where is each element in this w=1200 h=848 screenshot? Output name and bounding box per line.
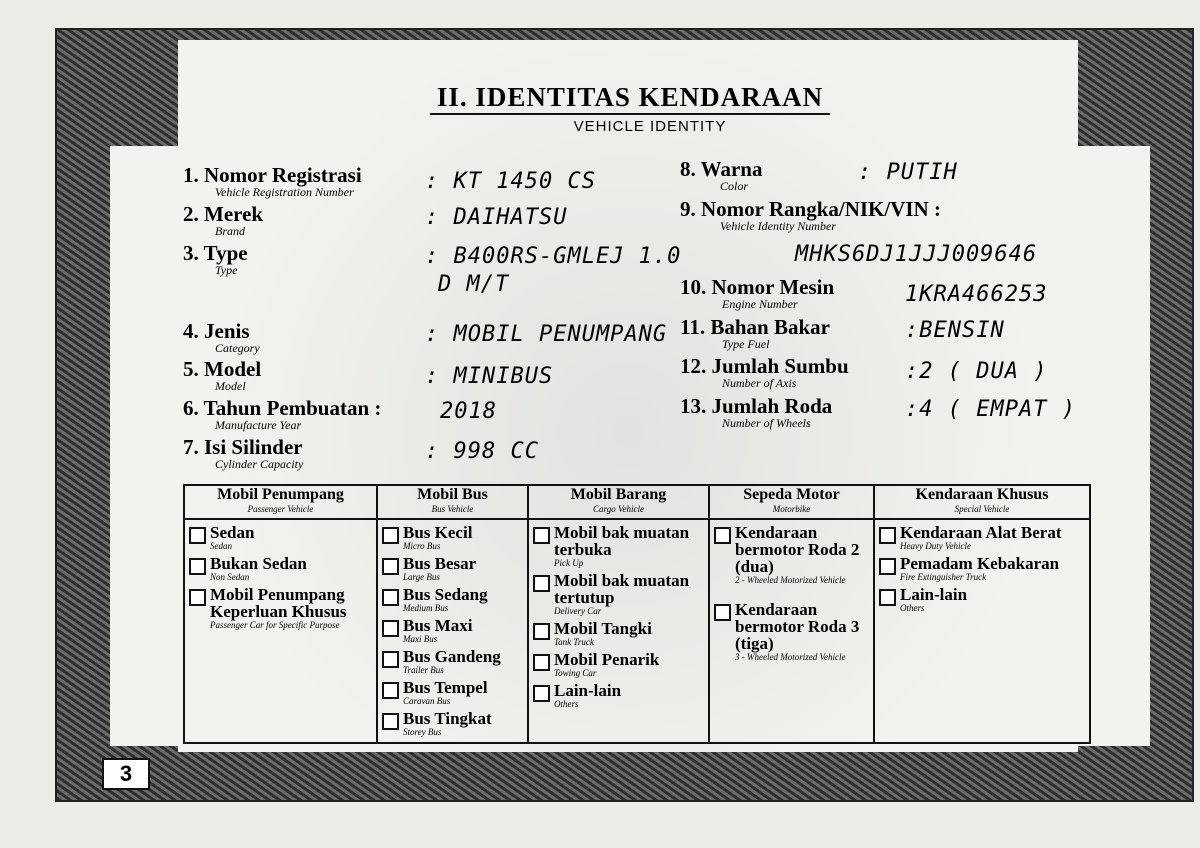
option-bus-sedang[interactable]: Bus Sedang Medium Bus xyxy=(382,586,527,613)
option-two-wheeled[interactable]: Kendaraan bermotor Roda 2 (dua) 2 - Wheeled Motorized Vehicle xyxy=(714,524,873,585)
field-registration-value: : KT 1450 CS xyxy=(425,169,596,194)
column-subheader: Passenger Vehicle xyxy=(247,504,314,514)
column-header: Mobil Penumpang xyxy=(217,486,344,503)
section-title: II. IDENTITAS KENDARAAN xyxy=(430,82,830,115)
field-model-value: : MINIBUS xyxy=(425,364,554,389)
checkbox[interactable] xyxy=(382,651,399,668)
option-sedan[interactable]: Sedan Sedan xyxy=(189,524,376,551)
column-header: Mobil Bus xyxy=(417,486,488,503)
field-vin-value: MHKS6DJ1JJJ009646 xyxy=(795,242,1038,267)
field-axis-value: :2 ( DUA ) xyxy=(905,359,1048,384)
field-year-label: 6. Tahun Pembuatan : Manufacture Year xyxy=(183,396,382,432)
column-subheader: Bus Vehicle xyxy=(431,504,474,514)
field-type-value-line2: D M/T xyxy=(438,272,510,297)
option-bus-maxi[interactable]: Bus Maxi Maxi Bus xyxy=(382,617,527,644)
page-number: 3 xyxy=(102,758,150,790)
option-bus-besar[interactable]: Bus Besar Large Bus xyxy=(382,555,527,582)
checkbox[interactable] xyxy=(189,527,206,544)
checkbox[interactable] xyxy=(879,589,896,606)
checkbox[interactable] xyxy=(533,623,550,640)
field-type-value: : B400RS-GMLEJ 1.0 xyxy=(425,244,682,269)
checkbox[interactable] xyxy=(189,558,206,575)
option-tank-truck[interactable]: Mobil Tangki Tank Truck xyxy=(533,620,708,647)
field-engine-value: 1KRA466253 xyxy=(905,282,1048,307)
field-fuel-value: :BENSIN xyxy=(905,318,1005,343)
column-subheader: Cargo Vehicle xyxy=(593,504,644,514)
field-wheels-label: 13. Jumlah Roda Number of Wheels xyxy=(680,394,833,430)
option-delivery-car[interactable]: Mobil bak muatan tertutup Delivery Car xyxy=(533,572,708,616)
column-header: Kendaraan Khusus xyxy=(915,486,1049,503)
checkbox[interactable] xyxy=(382,558,399,575)
field-axis-label: 12. Jumlah Sumbu Number of Axis xyxy=(680,354,849,390)
field-category-label: 4. Jenis Category xyxy=(183,319,260,355)
field-color-value: : PUTIH xyxy=(858,160,958,185)
column-passenger xyxy=(185,486,378,742)
checkbox[interactable] xyxy=(714,527,731,544)
column-special xyxy=(875,486,1089,742)
field-engine-label: 10. Nomor Mesin Engine Number xyxy=(680,275,835,311)
field-color-label: 8. Warna Color xyxy=(680,157,763,193)
field-category-value: : MOBIL PENUMPANG xyxy=(425,322,668,347)
checkbox[interactable] xyxy=(533,654,550,671)
field-registration-label: 1. Nomor Registrasi Vehicle Registration Number xyxy=(183,163,362,199)
field-type-label: 3. Type Type xyxy=(183,241,248,277)
field-cylinder-value: : 998 CC xyxy=(425,439,539,464)
checkbox[interactable] xyxy=(533,527,550,544)
option-special-passenger[interactable]: Mobil Penumpang Keperluan Khusus Passenger Car for Specific Purpose xyxy=(189,586,376,630)
option-non-sedan[interactable]: Bukan Sedan Non Sedan xyxy=(189,555,376,582)
field-vin-label: 9. Nomor Rangka/NIK/VIN : Vehicle Identity Number xyxy=(680,197,941,233)
option-fire-truck[interactable]: Pemadam Kebakaran Fire Extinguisher Truck xyxy=(879,555,1089,582)
field-year-value: 2018 xyxy=(440,399,497,424)
option-pick-up[interactable]: Mobil bak muatan terbuka Pick Up xyxy=(533,524,708,568)
option-three-wheeled[interactable]: Kendaraan bermotor Roda 3 (tiga) 3 - Wheeled Motorized Vehicle xyxy=(714,601,873,662)
column-motorbike xyxy=(710,486,875,742)
column-header: Mobil Barang xyxy=(570,486,667,503)
checkbox[interactable] xyxy=(382,682,399,699)
option-bus-kecil[interactable]: Bus Kecil Micro Bus xyxy=(382,524,527,551)
field-cylinder-label: 7. Isi Silinder Cylinder Capacity xyxy=(183,435,304,471)
field-model-label: 5. Model Model xyxy=(183,357,262,393)
column-header: Sepeda Motor xyxy=(743,486,840,503)
checkbox[interactable] xyxy=(879,558,896,575)
column-subheader: Special Vehicle xyxy=(954,504,1010,514)
field-brand-value: : DAIHATSU xyxy=(425,205,568,230)
option-bus-gandeng[interactable]: Bus Gandeng Trailer Bus xyxy=(382,648,527,675)
column-bus xyxy=(378,486,529,742)
option-special-others[interactable]: Lain-lain Others xyxy=(879,586,1089,613)
option-cargo-others[interactable]: Lain-lain Others xyxy=(533,682,708,709)
field-wheels-value: :4 ( EMPAT ) xyxy=(905,397,1076,422)
column-subheader: Motorbike xyxy=(772,504,811,514)
field-fuel-label: 11. Bahan Bakar Type Fuel xyxy=(680,315,830,351)
option-towing-car[interactable]: Mobil Penarik Towing Car xyxy=(533,651,708,678)
checkbox[interactable] xyxy=(382,620,399,637)
checkbox[interactable] xyxy=(714,604,731,621)
column-cargo xyxy=(529,486,710,742)
field-brand-label: 2. Merek Brand xyxy=(183,202,264,238)
checkbox[interactable] xyxy=(382,527,399,544)
checkbox[interactable] xyxy=(382,713,399,730)
checkbox[interactable] xyxy=(533,575,550,592)
checkbox[interactable] xyxy=(382,589,399,606)
checkbox[interactable] xyxy=(533,685,550,702)
checkbox[interactable] xyxy=(879,527,896,544)
option-bus-tempel[interactable]: Bus Tempel Caravan Bus xyxy=(382,679,527,706)
option-bus-tingkat[interactable]: Bus Tingkat Storey Bus xyxy=(382,710,527,737)
option-heavy-duty[interactable]: Kendaraan Alat Berat Heavy Duty Vehicle xyxy=(879,524,1089,551)
section-subtitle: VEHICLE IDENTITY xyxy=(573,118,727,135)
checkbox[interactable] xyxy=(189,589,206,606)
vehicle-category-table xyxy=(183,484,1091,744)
